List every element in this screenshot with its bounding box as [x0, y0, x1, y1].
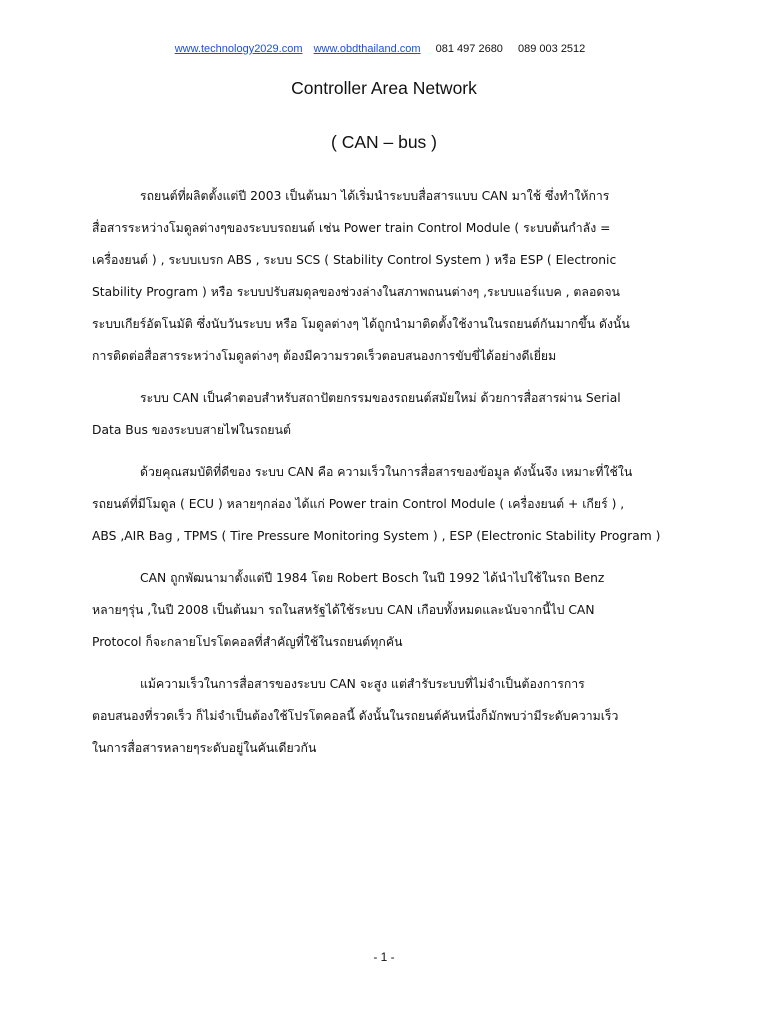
paragraph-line: รถยนต์ที่ผลิตตั้งแต่ปี 2003 เป็นต้นมา ได้เริ่มนำระบบสื่อสารแบบ CAN มาใช้ ซึ่งทำให้การ — [140, 189, 610, 203]
paragraph-line: Protocol ก็จะกลายโปรโตคอลที่สำคัญที่ใช้ในรถยนต์ทุกคัน — [92, 635, 403, 649]
paragraph-line: ด้วยคุณสมบัติที่ดีของ ระบบ CAN คือ ความเร็วในการสื่อสารของข้อมูล ดังนั้นจึง เหมาะที่ใช้ใน — [140, 465, 633, 479]
phone-number-1: 081 497 2680 — [435, 43, 503, 55]
paragraph-line: ตอบสนองที่รวดเร็ว ก็ไม่จำเป็นต้องใช้โปรโตคอลนี้ ดังนั้นในรถยนต์คันหนึ่งก็มักพบว่ามีระดับความเร็ว — [92, 709, 619, 723]
paragraph-3 — [92, 456, 682, 552]
paragraph-line: ระบบ CAN เป็นคำตอบสำหรับสถาปัตยกรรมของรถยนต์สมัยใหม่ ด้วยการสื่อสารผ่าน Serial — [140, 391, 621, 405]
page-header — [0, 43, 768, 55]
paragraph-line: ในการสื่อสารหลายๆระดับอยู่ในคันเดียวกัน — [92, 741, 317, 755]
paragraph-line: ระบบเกียร์อัตโนมัติ ซึ่งนับวันระบบ หรือ โมดูลต่างๆ ได้ถูกนำมาติดตั้งใช้งานในรถยนต์กันมากขึ้น ดังนั้น — [92, 317, 630, 331]
paragraph-line: สื่อสารระหว่างโมดูลต่างๆของระบบรถยนต์ เช่น Power train Control Module ( ระบบต้นกำลัง = — [92, 221, 611, 235]
paragraph-line: หลายๆรุ่น ,ในปี 2008 เป็นต้นมา รถในสหรัฐได้ใช้ระบบ CAN เกือบทั้งหมดและนับจากนี้ไป CAN — [92, 603, 595, 617]
obdthailand-link[interactable]: www.obdthailand.com — [313, 43, 421, 55]
paragraph-line: CAN ถูกพัฒนามาตั้งแต่ปี 1984 โดย Robert Bosch ในปี 1992 ได้นำไปใช้ในรถ Benz — [140, 571, 605, 585]
paragraph-line: แม้ความเร็วในการสื่อสารของระบบ CAN จะสูง แต่สำรับระบบที่ไม่จำเป็นต้องการการ — [140, 677, 585, 691]
paragraph-line: ABS ,AIR Bag , TPMS ( Tire Pressure Monitoring System ) , ESP (Electronic Stability Program ) — [92, 529, 661, 543]
paragraph-line: Stability Program ) หรือ ระบบปรับสมดุลของช่วงล่างในสภาพถนนต่างๆ ,ระบบแอร์แบค , ตลอดจน — [92, 285, 620, 299]
document-body — [92, 180, 682, 774]
document-title: Controller Area Network — [291, 78, 477, 98]
paragraph-line: Data Bus ของระบบสายไฟในรถยนต์ — [92, 423, 291, 437]
phone-number-2: 089 003 2512 — [518, 43, 586, 55]
paragraph-line: เครื่องยนต์ ) , ระบบเบรก ABS , ระบบ SCS ( Stability Control System ) หรือ ESP ( Electronic — [92, 253, 617, 267]
page-number: - 1 - — [373, 950, 395, 964]
technology2029-link[interactable]: www.technology2029.com — [174, 43, 303, 55]
document-subtitle: ( CAN – bus ) — [331, 132, 437, 152]
paragraph-2 — [92, 382, 682, 446]
paragraph-5 — [92, 668, 682, 764]
paragraph-4 — [92, 562, 682, 658]
paragraph-line: การติดต่อสื่อสารระหว่างโมดูลต่างๆ ต้องมีความรวดเร็วตอบสนองการขับขี่ได้อย่างดีเยี่ยม — [92, 349, 557, 363]
paragraph-line: รถยนต์ที่มีโมดูล ( ECU ) หลายๆกล่อง ได้แก่ Power train Control Module ( เครื่องยนต์ + เกียร์ ) , — [92, 497, 625, 511]
paragraph-1 — [92, 180, 682, 372]
